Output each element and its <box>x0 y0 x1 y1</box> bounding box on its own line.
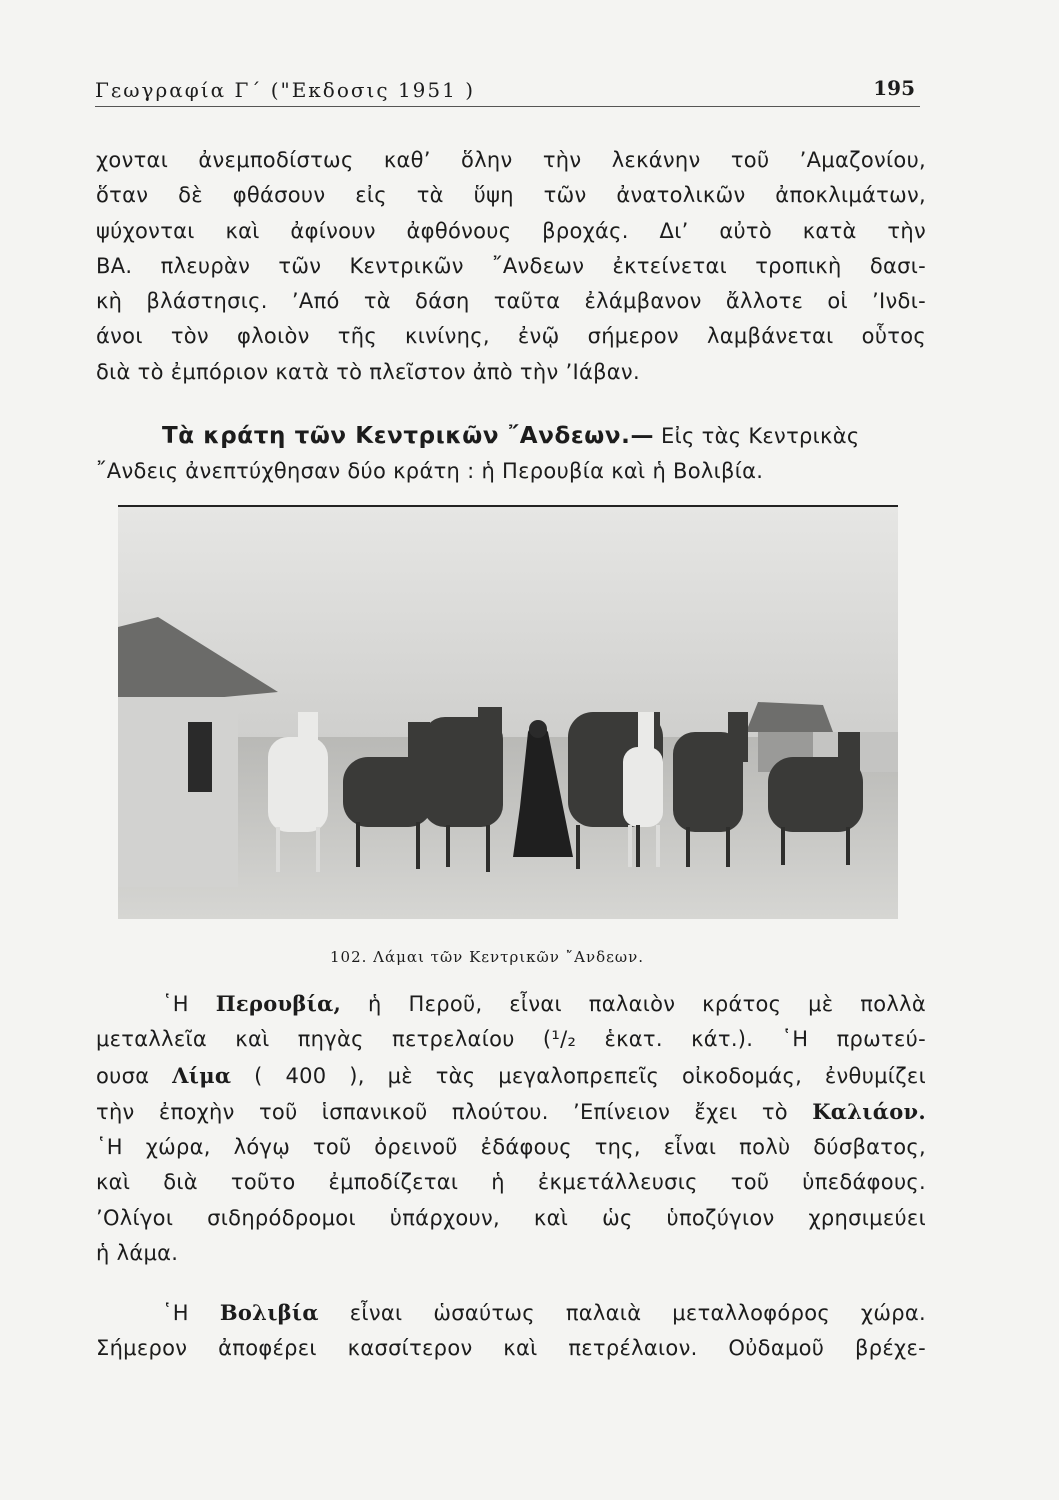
section-heading-rest: Εἰς τὰς Κεντρικὰς <box>654 424 860 448</box>
text-line: ΒΑ. πλευρὰν τῶν Κεντρικῶν ῎Ανδεων ἐκτείνεται τροπικὴ δασι- <box>96 253 926 278</box>
text-line: μεταλλεῖα καὶ πηγὰς πετρελαίου (¹/₂ ἑκατ. κάτ.). ῾Η πρωτεύ- <box>96 1027 926 1052</box>
header-rule <box>95 106 920 107</box>
peru-paragraph <box>96 986 926 1271</box>
llamas-illustration <box>118 507 898 919</box>
text-line: ’Ολίγοι σιδηρόδρομοι ὑπάρχουν, καὶ ὡς ὑποζύγιον χρησιμεύει <box>96 1205 926 1230</box>
running-title: Γεωγραφία Γ΄ ("Εκδοσις 1951 ) <box>95 78 476 102</box>
text-line: Σήμερον ἀποφέρει κασσίτερον καὶ πετρέλαιον. Οὐδαμοῦ βρέχε- <box>96 1336 926 1361</box>
bold-term-lima: Λίμα <box>172 1062 232 1088</box>
bold-term-peru: Περουβία, <box>215 991 342 1016</box>
text-line: άνοι τὸν φλοιὸν τῆς κινίνης, ἐνῷ σήμερον λαμβάνεται οὗτος <box>96 324 926 349</box>
page-number: 195 <box>873 76 915 100</box>
text-line: χονται ἀνεμποδίστως καθ’ ὅλην τὴν λεκάνην τοῦ ’Αμαζονίου, <box>96 148 926 172</box>
text-line <box>96 1058 926 1094</box>
bolivia-paragraph <box>96 1295 926 1367</box>
text-line <box>96 1094 926 1130</box>
text-run: ἡ Περοῦ, εἶναι παλαιὸν κράτος μὲ πολλὰ <box>341 992 926 1016</box>
bold-term-callao: Καλιάον. <box>812 1098 926 1124</box>
section-heading-line <box>96 419 926 454</box>
text-run: τὴν ἐποχὴν τοῦ ἱσπανικοῦ πλούτου. ’Επίνειον ἔχει τὸ <box>96 1099 813 1124</box>
text-run: ῾Η <box>162 992 216 1016</box>
page-header <box>95 70 920 110</box>
text-line: ψύχονται καὶ ἀφίνουν ἀφθόνους βροχάς. Δι’ αὐτὸ κατὰ τὴν <box>96 218 926 243</box>
intro-paragraph <box>96 143 926 390</box>
section-states <box>96 419 926 490</box>
text-line: ὅταν δὲ φθάσουν εἰς τὰ ὕψη τῶν ἀνατολικῶν ἀποκλιμάτων, <box>96 183 926 208</box>
text-line: ἡ λάμα. <box>96 1241 179 1266</box>
text-line: καὶ διὰ τοῦτο ἐμποδίζεται ἡ ἐκμετάλλευσις τοῦ ὑπεδάφους. <box>96 1170 926 1195</box>
llamas-photo <box>118 505 898 919</box>
text-line <box>96 1295 926 1331</box>
text-line: ῎Ανδεις ἀνεπτύχθησαν δύο κράτη : ἡ Περουβία καὶ ἡ Βολιβία. <box>96 459 764 484</box>
text-line: κὴ βλάστησις. ’Από τὰ δάση ταῦτα ἐλάμβανον ἄλλοτε οἱ ’Ινδι- <box>96 289 926 314</box>
figure-caption: 102. Λάμαι τῶν Κεντρικῶν ῎Ανδεων. <box>330 948 645 966</box>
section-heading: Τὰ κράτη τῶν Κεντρικῶν ῎Ανδεων.— <box>162 423 655 449</box>
text-run: εἶναι ὡσαύτως παλαιὰ μεταλλοφόρος χώρα. <box>318 1301 926 1325</box>
text-run: ( 400 ), μὲ τὰς μεγαλοπρεπεῖς οἰκοδομάς, ἐνθυμίζει <box>231 1063 926 1088</box>
text-run: ῾Η <box>162 1301 220 1325</box>
text-line: ῾Η χώρα, λόγῳ τοῦ ὀρεινοῦ ἐδάφους της, εἶναι πολὺ δύσβατος, <box>96 1135 926 1160</box>
text-run: ουσα <box>96 1063 173 1088</box>
text-line <box>96 986 926 1022</box>
text-line: διὰ τὸ ἐμπόριον κατὰ τὸ πλεῖστον ἀπὸ τὴν ’Ιάβαν. <box>96 359 640 384</box>
bold-term-bolivia: Βολιβία <box>219 1300 319 1325</box>
